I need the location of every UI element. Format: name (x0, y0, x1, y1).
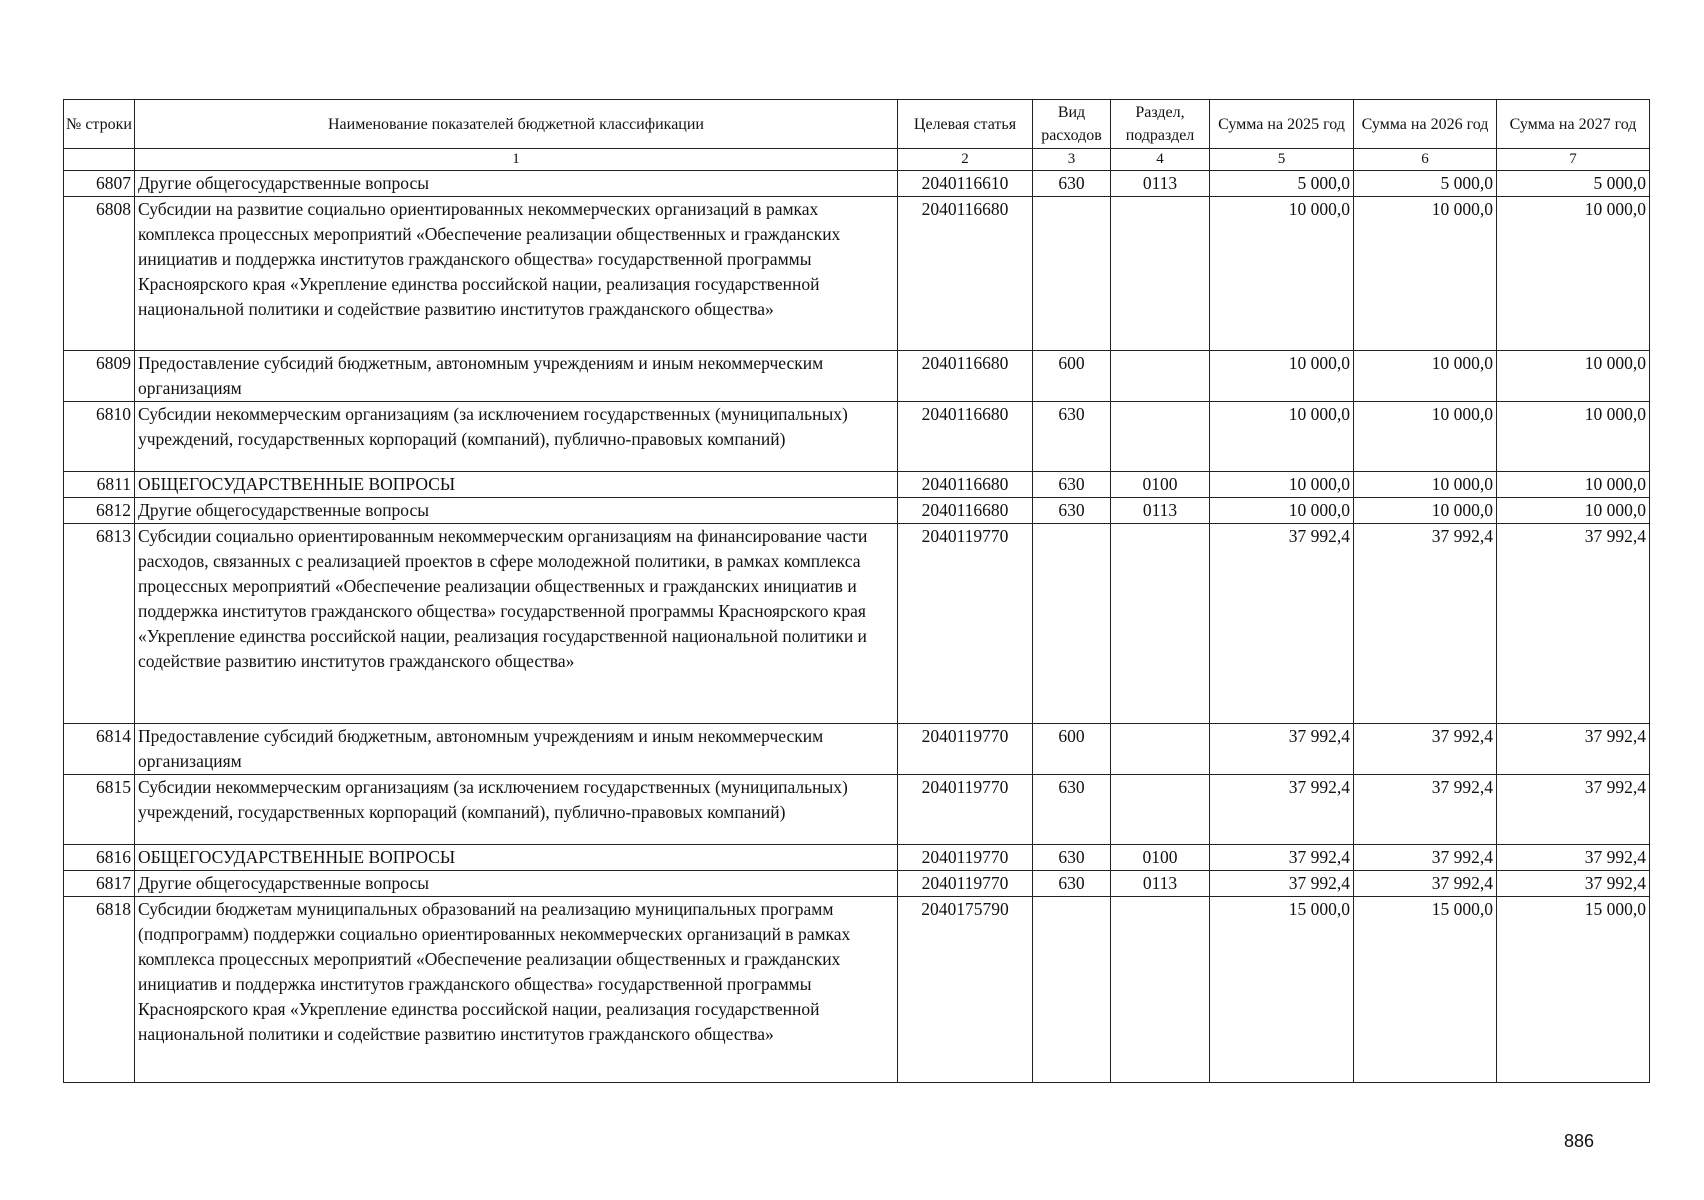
header-section: Раздел, подраздел (1111, 100, 1210, 149)
target-article-cell: 2040119770 (898, 871, 1033, 897)
target-article-cell: 2040119770 (898, 524, 1033, 724)
target-article-cell: 2040116610 (898, 171, 1033, 197)
indicator-name-cell: Субсидии на развитие социально ориентированных некоммерческих организаций в рамках комплекса процессных мероприятий «Обеспечение реализации общественных и гражданских инициатив и поддержка институтов гражданского общества» государственной программы Красноярского края «Укрепление единства российской нации, реализация государственной национальной политики и содействие развитию институтов гражданского общества» (135, 197, 898, 351)
sum-2026-cell: 10 000,0 (1354, 498, 1497, 524)
table-row (64, 871, 1650, 897)
sum-2026-cell: 15 000,0 (1354, 897, 1497, 1083)
table-row (64, 351, 1650, 402)
sum-2027-cell: 37 992,4 (1497, 775, 1650, 845)
expense-kind-cell: 630 (1033, 472, 1111, 498)
header-sum-2027: Сумма на 2027 год (1497, 100, 1650, 149)
column-number (64, 149, 135, 171)
header-sum-2025: Сумма на 2025 год (1210, 100, 1354, 149)
section-cell (1111, 524, 1210, 724)
row-number-cell: 6809 (64, 351, 135, 402)
expense-kind-cell: 630 (1033, 845, 1111, 871)
indicator-name-cell: Субсидии бюджетам муниципальных образований на реализацию муниципальных программ (подпрограмм) поддержки социально ориентированных некоммерческих организаций в рамках комплекса процессных мероприятий «Обеспечение реализации общественных и гражданских инициатив и поддержка институтов гражданского общества» государственной программы Красноярского края «Укрепление единства российской нации, реализация государственной национальной политики и содействие развитию институтов гражданского общества» (135, 897, 898, 1083)
sum-2026-cell: 5 000,0 (1354, 171, 1497, 197)
indicator-name-cell: Другие общегосударственные вопросы (135, 871, 898, 897)
sum-2025-cell: 37 992,4 (1210, 724, 1354, 775)
section-cell (1111, 775, 1210, 845)
sum-2026-cell: 10 000,0 (1354, 351, 1497, 402)
sum-2026-cell: 37 992,4 (1354, 775, 1497, 845)
target-article-cell: 2040116680 (898, 402, 1033, 472)
target-article-cell: 2040116680 (898, 472, 1033, 498)
row-number-cell: 6808 (64, 197, 135, 351)
sum-2027-cell: 5 000,0 (1497, 171, 1650, 197)
expense-kind-cell: 630 (1033, 498, 1111, 524)
column-number-row (64, 149, 1650, 171)
sum-2025-cell: 10 000,0 (1210, 351, 1354, 402)
target-article-cell: 2040116680 (898, 351, 1033, 402)
indicator-name-cell: Другие общегосударственные вопросы (135, 171, 898, 197)
sum-2025-cell: 37 992,4 (1210, 845, 1354, 871)
header-sum-2026: Сумма на 2026 год (1354, 100, 1497, 149)
expense-kind-cell: 630 (1033, 775, 1111, 845)
row-number-cell: 6810 (64, 402, 135, 472)
header-row-no: № строки (64, 100, 135, 149)
row-number-cell: 6811 (64, 472, 135, 498)
indicator-name-cell: Субсидии социально ориентированным некоммерческим организациям на финансирование части расходов, связанных с реализацией проектов в сфере молодежной политики, в рамках комплекса процессных мероприятий «Обеспечение реализации общественных и гражданских инициатив и поддержка институтов гражданского общества» государственной программы Красноярского края «Укрепление единства российской нации, реализация государственной национальной политики и содействие развитию институтов гражданского общества» (135, 524, 898, 724)
sum-2027-cell: 37 992,4 (1497, 524, 1650, 724)
expense-kind-cell (1033, 197, 1111, 351)
column-number: 1 (135, 149, 898, 171)
table-row (64, 171, 1650, 197)
sum-2025-cell: 10 000,0 (1210, 402, 1354, 472)
column-number: 3 (1033, 149, 1111, 171)
table-row (64, 402, 1650, 472)
sum-2027-cell: 10 000,0 (1497, 472, 1650, 498)
sum-2027-cell: 10 000,0 (1497, 351, 1650, 402)
section-cell (1111, 402, 1210, 472)
sum-2026-cell: 37 992,4 (1354, 845, 1497, 871)
indicator-name-cell: Другие общегосударственные вопросы (135, 498, 898, 524)
column-number: 7 (1497, 149, 1650, 171)
indicator-name-cell: Субсидии некоммерческим организациям (за исключением государственных (муниципальных) учреждений, государственных корпораций (компаний), публично-правовых компаний) (135, 775, 898, 845)
row-number-cell: 6814 (64, 724, 135, 775)
header-name: Наименование показателей бюджетной классификации (135, 100, 898, 149)
table-body (64, 171, 1650, 1083)
page-number: 886 (1564, 1131, 1595, 1151)
expense-kind-cell: 600 (1033, 351, 1111, 402)
table-header (64, 100, 1650, 171)
sum-2027-cell: 15 000,0 (1497, 897, 1650, 1083)
table-row (64, 498, 1650, 524)
target-article-cell: 2040119770 (898, 845, 1033, 871)
sum-2027-cell: 37 992,4 (1497, 724, 1650, 775)
sum-2025-cell: 15 000,0 (1210, 897, 1354, 1083)
indicator-name-cell: Предоставление субсидий бюджетным, автономным учреждениям и иным некоммерческим организациям (135, 351, 898, 402)
sum-2025-cell: 5 000,0 (1210, 171, 1354, 197)
section-cell (1111, 897, 1210, 1083)
row-number-cell: 6813 (64, 524, 135, 724)
table-row (64, 724, 1650, 775)
indicator-name-cell: ОБЩЕГОСУДАРСТВЕННЫЕ ВОПРОСЫ (135, 845, 898, 871)
sum-2026-cell: 37 992,4 (1354, 724, 1497, 775)
expense-kind-cell (1033, 524, 1111, 724)
table-row (64, 472, 1650, 498)
target-article-cell: 2040116680 (898, 498, 1033, 524)
column-number: 6 (1354, 149, 1497, 171)
table-row (64, 845, 1650, 871)
sum-2027-cell: 10 000,0 (1497, 498, 1650, 524)
row-number-cell: 6817 (64, 871, 135, 897)
sum-2027-cell: 37 992,4 (1497, 871, 1650, 897)
expense-kind-cell: 600 (1033, 724, 1111, 775)
sum-2026-cell: 10 000,0 (1354, 197, 1497, 351)
sum-2025-cell: 10 000,0 (1210, 498, 1354, 524)
target-article-cell: 2040175790 (898, 897, 1033, 1083)
indicator-name-cell: Субсидии некоммерческим организациям (за исключением государственных (муниципальных) учреждений, государственных корпораций (компаний), публично-правовых компаний) (135, 402, 898, 472)
section-cell: 0113 (1111, 171, 1210, 197)
sum-2026-cell: 10 000,0 (1354, 472, 1497, 498)
target-article-cell: 2040119770 (898, 724, 1033, 775)
column-number: 4 (1111, 149, 1210, 171)
sum-2025-cell: 37 992,4 (1210, 775, 1354, 845)
row-number-cell: 6807 (64, 171, 135, 197)
expense-kind-cell (1033, 897, 1111, 1083)
sum-2025-cell: 10 000,0 (1210, 472, 1354, 498)
sum-2025-cell: 37 992,4 (1210, 871, 1354, 897)
target-article-cell: 2040116680 (898, 197, 1033, 351)
target-article-cell: 2040119770 (898, 775, 1033, 845)
expense-kind-cell: 630 (1033, 871, 1111, 897)
sum-2025-cell: 10 000,0 (1210, 197, 1354, 351)
indicator-name-cell: Предоставление субсидий бюджетным, автономным учреждениям и иным некоммерческим организациям (135, 724, 898, 775)
section-cell: 0100 (1111, 472, 1210, 498)
sum-2026-cell: 37 992,4 (1354, 871, 1497, 897)
sum-2025-cell: 37 992,4 (1210, 524, 1354, 724)
expense-kind-cell: 630 (1033, 171, 1111, 197)
row-number-cell: 6812 (64, 498, 135, 524)
sum-2027-cell: 10 000,0 (1497, 402, 1650, 472)
sum-2026-cell: 37 992,4 (1354, 524, 1497, 724)
sum-2026-cell: 10 000,0 (1354, 402, 1497, 472)
section-cell: 0113 (1111, 498, 1210, 524)
section-cell: 0100 (1111, 845, 1210, 871)
row-number-cell: 6818 (64, 897, 135, 1083)
sum-2027-cell: 10 000,0 (1497, 197, 1650, 351)
table-row (64, 524, 1650, 724)
row-number-cell: 6816 (64, 845, 135, 871)
column-number: 5 (1210, 149, 1354, 171)
budget-table (63, 99, 1650, 1083)
sum-2027-cell: 37 992,4 (1497, 845, 1650, 871)
table-row (64, 197, 1650, 351)
table-row (64, 897, 1650, 1083)
table-row (64, 775, 1650, 845)
section-cell: 0113 (1111, 871, 1210, 897)
expense-kind-cell: 630 (1033, 402, 1111, 472)
header-kind: Вид расходов (1033, 100, 1111, 149)
row-number-cell: 6815 (64, 775, 135, 845)
header-target: Целевая статья (898, 100, 1033, 149)
indicator-name-cell: ОБЩЕГОСУДАРСТВЕННЫЕ ВОПРОСЫ (135, 472, 898, 498)
section-cell (1111, 197, 1210, 351)
section-cell (1111, 351, 1210, 402)
column-number: 2 (898, 149, 1033, 171)
section-cell (1111, 724, 1210, 775)
